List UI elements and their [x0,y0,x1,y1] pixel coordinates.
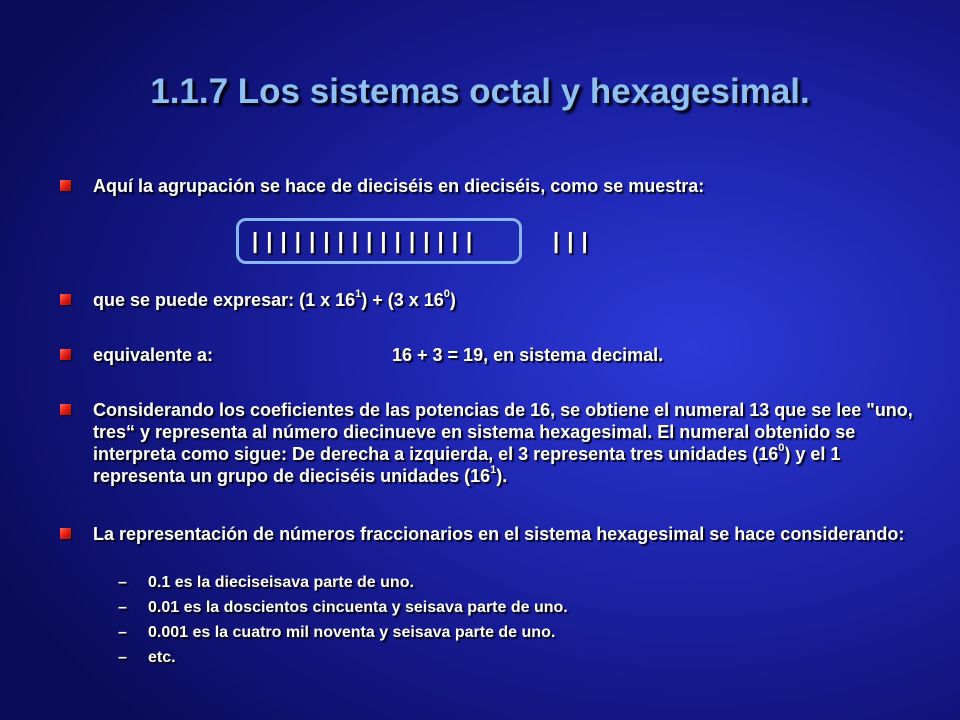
bullet-marker-1 [60,180,71,191]
sub-item: – 0.1 es la dieciseisava parte de uno. [118,574,414,591]
bullet-text-1: Aquí la agrupación se hace de dieciséis en dieciséis, como se muestra: [93,176,705,196]
equivalence-label: equivalente a: [93,345,214,365]
bullet-text-2: que se puede expresar: (1 x $16^1) + (3$ x $16^0$) [93,288,456,310]
equivalence-value: 16 + 3 = 19, en sistema decimal. [392,345,664,365]
slide-title: 1.1.7 Los sistemas octal y hexagesimal. [150,72,810,111]
bullet-marker-3 [60,349,71,360]
bullet-text-4: Considerando los coeficientes de las potencias de 16, se obtiene el numeral 13 que se lee "uno, tres“ y representa al número diecinueve en sistema hexagesimal. El numeral obtenido se interpreta como sigue: De derecha a izquierda, el 3 representa tres unidades $(16^0)$ y el 1 representa un grupo de dieciséis unidades $(16^1)$. [93,400,913,486]
bullet-text-5: La representación de números fraccionarios en el sistema hexagesimal se hace considerando: [93,524,905,544]
tally-remaining-marks: | | | [553,228,589,253]
sub-item: – etc. [118,649,176,666]
tally-group-marks: | | | | | | | | | | | | | | | | [252,228,474,253]
sub-item: – 0.01 es la doscientos cincuenta y seisava parte de uno. [118,599,568,616]
bullet-marker-5 [60,528,71,539]
bullet-marker-2 [60,294,71,305]
sub-item: – 0.001 es la cuatro mil noventa y seisava parte de uno. [118,624,556,641]
bullet-text-3 [93,344,913,366]
bullet-marker-4 [60,404,71,415]
